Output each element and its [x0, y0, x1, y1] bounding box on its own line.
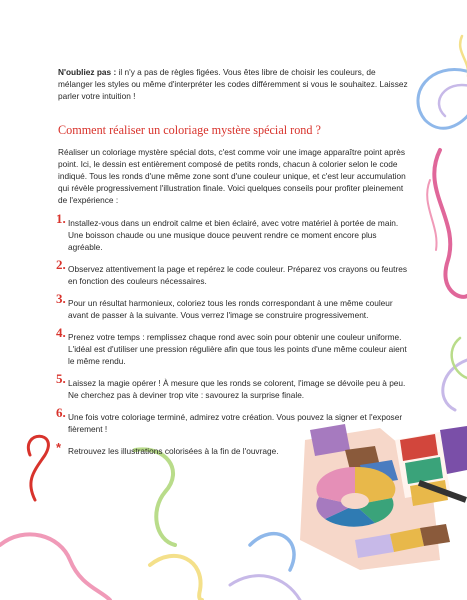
content [58, 66, 408, 457]
section-heading: Comment réaliser un coloriage mystère spécial rond ? [58, 123, 321, 137]
step-number: 1. [56, 211, 66, 226]
green-ribbon-bottom [135, 449, 175, 545]
explanation-paragraph: Réaliser un coloriage mystère spécial dots, c'est comme voir une image apparaître point après point. Ici, le dessin est entièrement composé de petits ronds, chacun à colorier selon le code indiqué. Tous les ronds d'une même zone sont d'une couleur unique, et c'est leur accumulation qui révèle progressivement l'illustration finale. Voici quelques conseils pour profiter pleinement de l'expérience : [58, 147, 406, 205]
step-text: Observez attentivement la page et repérez le code couleur. Préparez vos crayons ou feutres en fonction des couleurs nécessaires. [68, 264, 407, 286]
list-item [56, 211, 408, 253]
blue-ribbon [418, 70, 467, 129]
step-text: Laissez la magie opérer ! À mesure que les ronds se colorent, l'image se dévoile peu à peu. Ne cherchez pas à deviner trop vite : savourez la surprise finale. [68, 378, 406, 400]
pink-ribbon-bottom [0, 534, 110, 600]
step-number: 3. [56, 291, 66, 306]
intro-text: il n'y a pas de règles figées. Vous êtes libre de choisir les couleurs, de mélanger les styles ou même d'interpréter les codes différemment si vous le souhaitez. Laissez parler votre intuition ! [58, 67, 408, 101]
yellow-ribbon-bottom [150, 556, 202, 600]
list-item [56, 371, 408, 401]
pink-ribbon [434, 150, 467, 297]
step-text: Pour un résultat harmonieux, coloriez tous les ronds correspondant à une même couleur avant de passer à la suivante. Vous verrez l'image se construire progressivement. [68, 298, 393, 320]
list-item [56, 257, 408, 287]
intro-bold: N'oubliez pas : [58, 67, 117, 77]
footnote-text: Retrouvez les illustrations colorisées à la fin de l'ouvrage. [68, 446, 279, 456]
footnote [56, 440, 408, 457]
list-item [56, 325, 408, 367]
step-text: Installez-vous dans un endroit calme et bien éclairé, avec votre matériel à portée de main. Une boisson chaude ou une musique douce peuvent rendre ce moment encore plus agréable. [68, 218, 399, 252]
list-item [56, 405, 408, 435]
green-ribbon-mid [452, 338, 467, 378]
step-text: Une fois votre coloriage terminé, admirez votre création. Vous pouvez la signer et l'exposer fièrement ! [68, 412, 403, 434]
step-number: 2. [56, 257, 66, 272]
intro-paragraph [58, 66, 408, 102]
blue-ribbon-bottom [250, 534, 294, 570]
red-ribbon [28, 436, 48, 500]
lilac-ribbon [439, 85, 467, 116]
steps-list [56, 211, 408, 435]
step-number: 5. [56, 371, 66, 386]
lilac-ribbon-mid [443, 360, 467, 410]
step-number: 6. [56, 405, 66, 420]
yellow-ribbon [460, 36, 467, 76]
list-item [56, 291, 408, 321]
step-text: Prenez votre temps : remplissez chaque rond avec soin pour obtenir une couleur uniforme. L'idéal est d'utiliser une pression régulière afin que tous les points d'une même couleur aient le même rendu. [68, 332, 407, 366]
step-number: 4. [56, 325, 66, 340]
lilac-ribbon-bottom [230, 576, 300, 600]
asterisk-icon: * [56, 440, 62, 455]
